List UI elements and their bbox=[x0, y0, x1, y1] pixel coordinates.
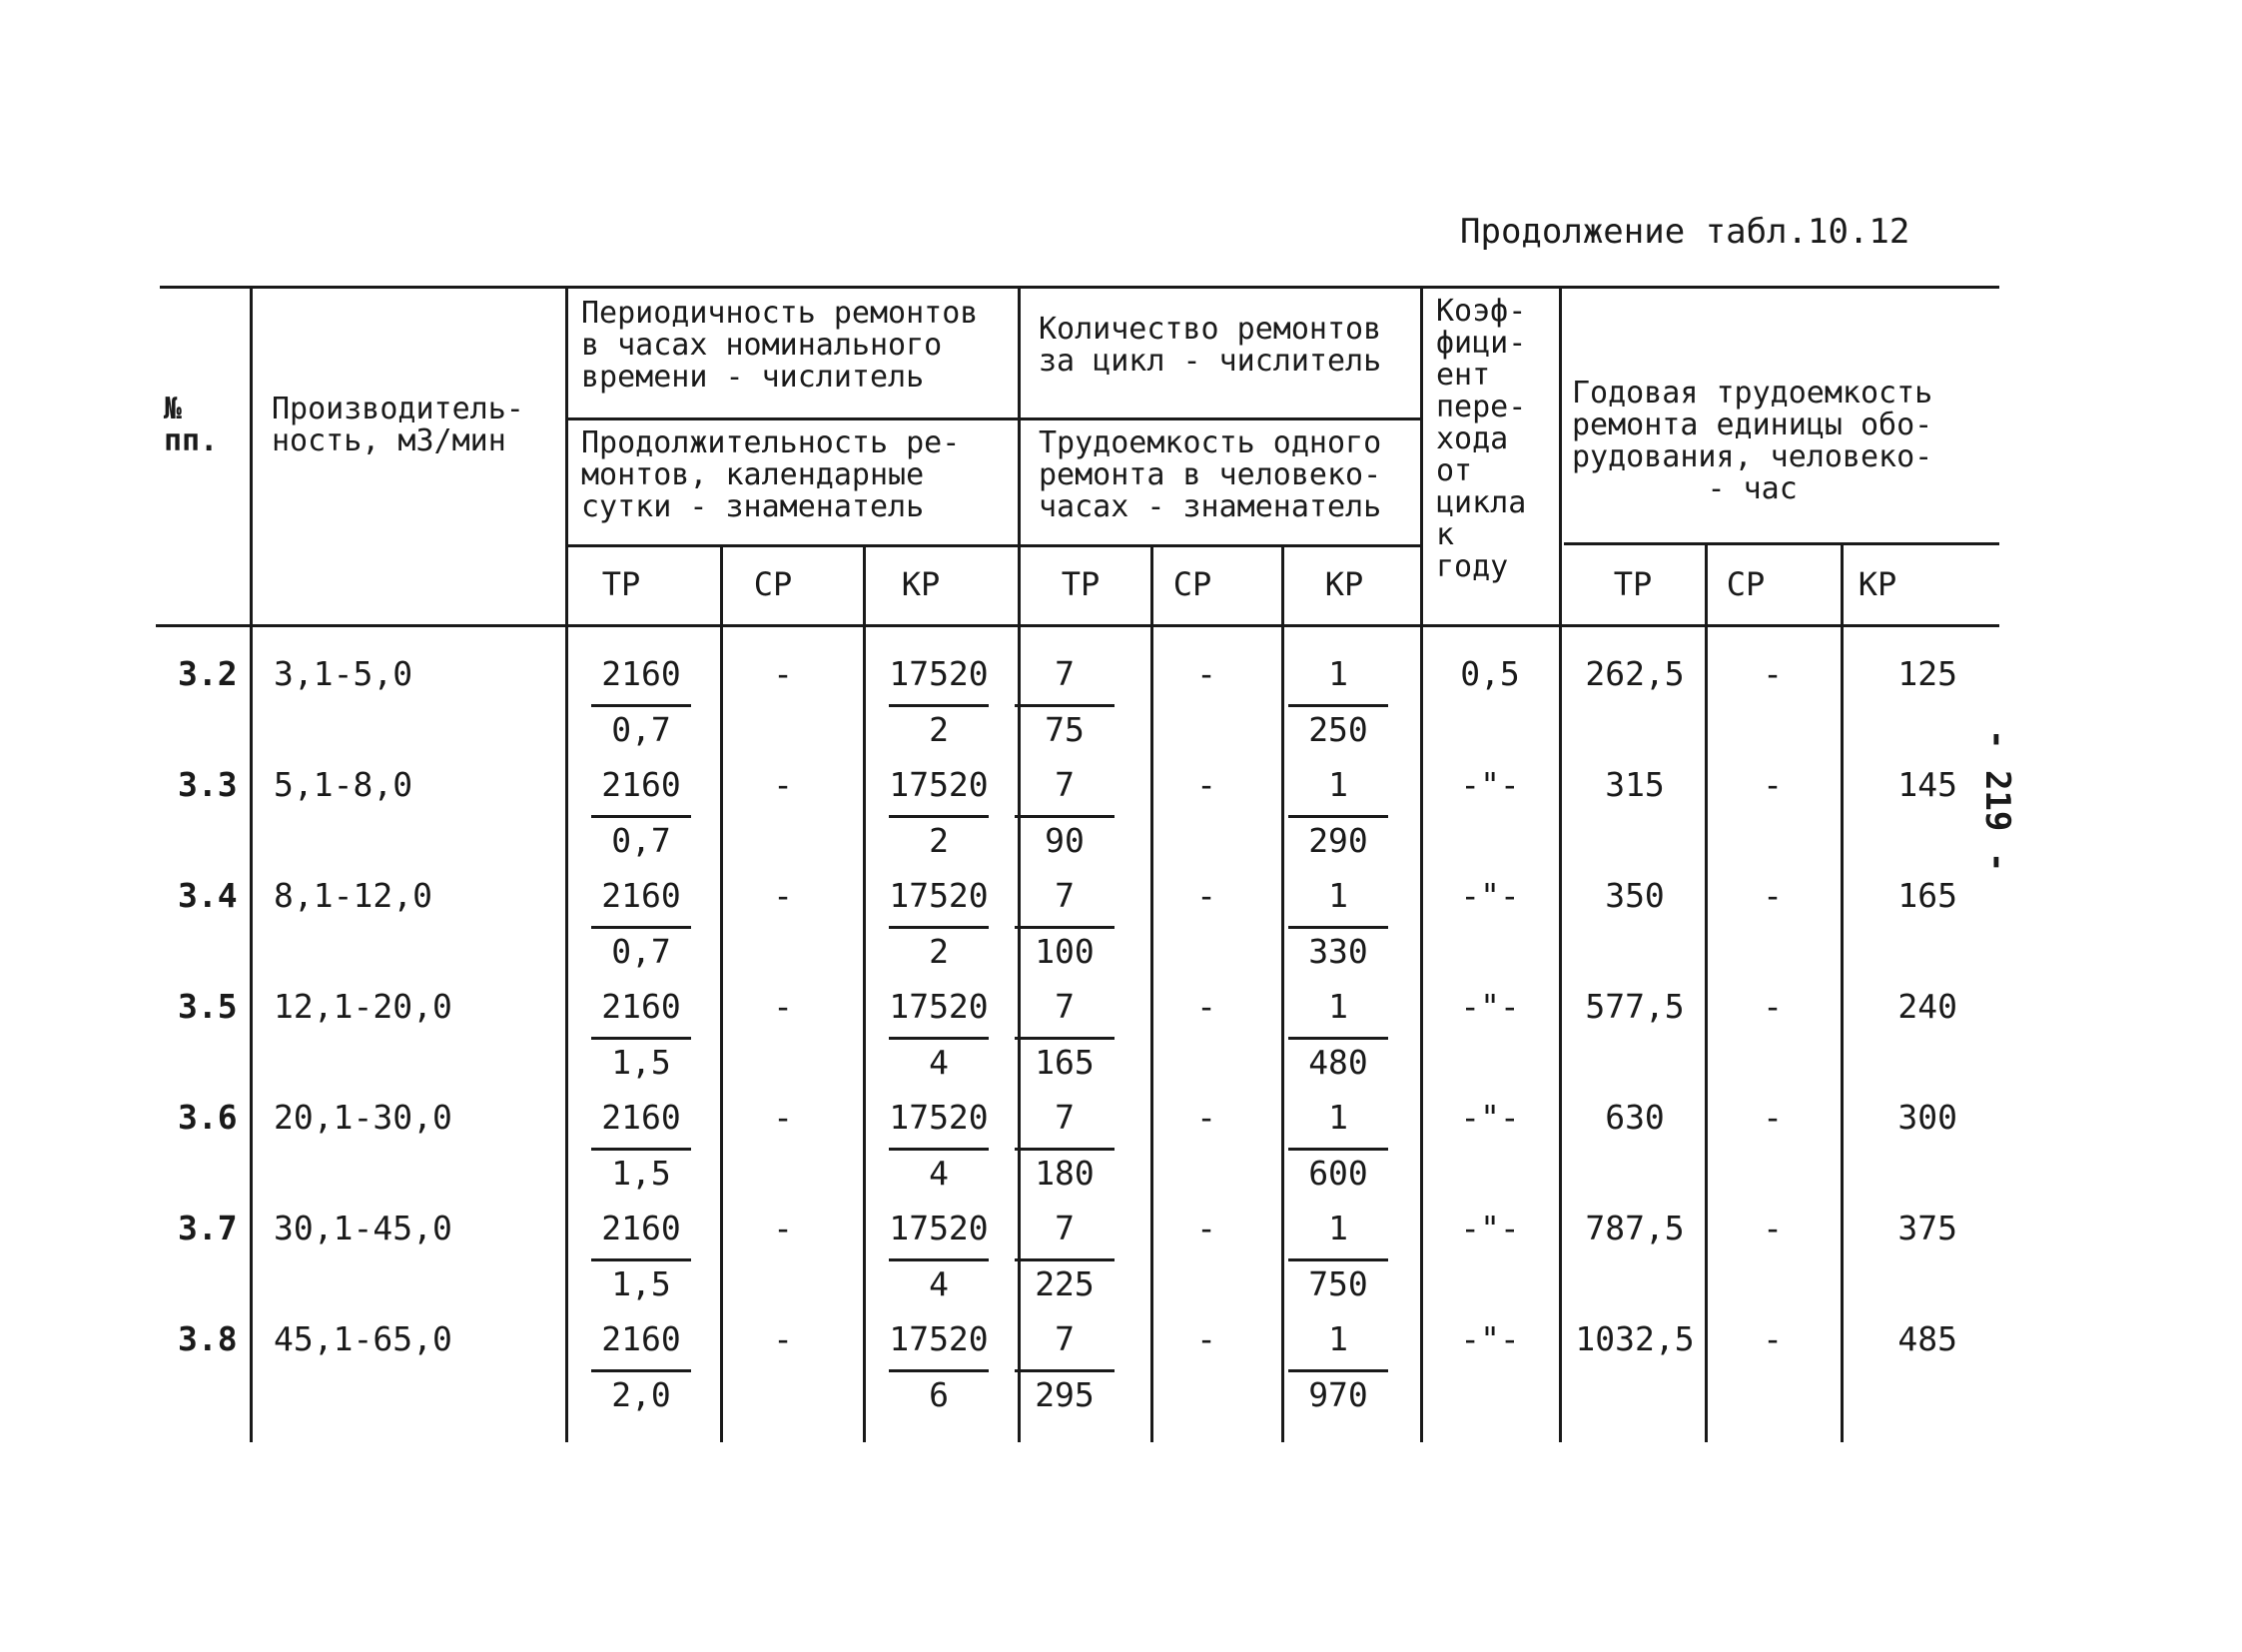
periodicity-kr-bar bbox=[889, 926, 989, 929]
periodicity-tr bbox=[585, 1211, 697, 1324]
periodicity-tr-bar bbox=[591, 704, 691, 707]
row-number: 3.6 bbox=[178, 1098, 238, 1137]
count-kr-bar bbox=[1288, 1037, 1388, 1040]
count-tr bbox=[1009, 1211, 1121, 1324]
rule-group-mid bbox=[565, 417, 1420, 420]
annual-kr: 300 bbox=[1897, 1098, 1957, 1137]
count-tr-bar bbox=[1015, 1037, 1115, 1040]
rule-v6 bbox=[1150, 544, 1153, 1442]
count-tr-numerator: 7 bbox=[1055, 1319, 1075, 1358]
rule-v9 bbox=[1559, 286, 1562, 1442]
count-tr-numerator: 7 bbox=[1055, 987, 1075, 1026]
count-tr-denominator: 295 bbox=[1035, 1375, 1095, 1414]
coefficient: -"- bbox=[1460, 876, 1520, 915]
count-kr-denominator: 330 bbox=[1308, 932, 1368, 971]
annual-tr: 1032,5 bbox=[1575, 1319, 1695, 1358]
page-number: - 219 - bbox=[1977, 729, 2017, 873]
count-sr: - bbox=[1196, 654, 1216, 693]
header-labor-per-repair: Трудоемкость одного ремонта в человеко- часах - знаменатель bbox=[1039, 425, 1382, 524]
count-kr-numerator: 1 bbox=[1328, 1209, 1348, 1247]
count-kr-denominator: 970 bbox=[1308, 1375, 1368, 1414]
count-tr bbox=[1009, 1321, 1121, 1435]
rule-v4 bbox=[863, 544, 866, 1442]
count-kr-numerator: 1 bbox=[1328, 987, 1348, 1026]
periodicity-kr-bar bbox=[889, 1148, 989, 1151]
annual-kr: 240 bbox=[1897, 987, 1957, 1026]
annual-sr: - bbox=[1763, 1098, 1783, 1137]
periodicity-kr-denominator: 2 bbox=[929, 821, 949, 860]
count-kr-bar bbox=[1288, 926, 1388, 929]
row-capacity: 5,1-8,0 bbox=[274, 765, 413, 804]
periodicity-tr-bar bbox=[591, 926, 691, 929]
periodicity-kr-bar bbox=[889, 704, 989, 707]
count-tr-numerator: 7 bbox=[1055, 1098, 1075, 1137]
row-capacity: 12,1-20,0 bbox=[274, 987, 452, 1026]
count-tr-denominator: 225 bbox=[1035, 1264, 1095, 1303]
annual-kr: 145 bbox=[1897, 765, 1957, 804]
periodicity-sr: - bbox=[773, 1209, 793, 1247]
periodicity-kr-numerator: 17520 bbox=[889, 987, 989, 1026]
count-kr-bar bbox=[1288, 704, 1388, 707]
periodicity-kr-denominator: 4 bbox=[929, 1043, 949, 1082]
rule-v2 bbox=[565, 286, 568, 1442]
periodicity-kr-denominator: 4 bbox=[929, 1264, 949, 1303]
periodicity-tr bbox=[585, 989, 697, 1103]
annual-kr: 165 bbox=[1897, 876, 1957, 915]
periodicity-sr: - bbox=[773, 1319, 793, 1358]
periodicity-tr bbox=[585, 1100, 697, 1214]
periodicity-kr-denominator: 2 bbox=[929, 710, 949, 749]
periodicity-tr-bar bbox=[591, 1148, 691, 1151]
rule-v3 bbox=[720, 544, 723, 1442]
count-tr-denominator: 165 bbox=[1035, 1043, 1095, 1082]
count-sr: - bbox=[1196, 765, 1216, 804]
periodicity-sr: - bbox=[773, 654, 793, 693]
periodicity-kr bbox=[883, 656, 995, 770]
periodicity-tr-numerator: 2160 bbox=[601, 1209, 681, 1247]
count-tr-bar bbox=[1015, 815, 1115, 818]
periodicity-kr bbox=[883, 878, 995, 992]
count-kr-denominator: 290 bbox=[1308, 821, 1368, 860]
count-kr-numerator: 1 bbox=[1328, 765, 1348, 804]
subheader-period-sr: СР bbox=[753, 565, 793, 603]
count-kr-bar bbox=[1288, 1258, 1388, 1261]
annual-tr: 787,5 bbox=[1585, 1209, 1685, 1247]
count-kr-denominator: 250 bbox=[1308, 710, 1368, 749]
count-kr bbox=[1282, 767, 1394, 881]
annual-tr: 315 bbox=[1605, 765, 1665, 804]
header-duration: Продолжительность ре- монтов, календарные сутки - знаменатель bbox=[581, 425, 961, 524]
count-kr-denominator: 600 bbox=[1308, 1154, 1368, 1193]
count-tr bbox=[1009, 878, 1121, 992]
row-capacity: 3,1-5,0 bbox=[274, 654, 413, 693]
row-capacity: 8,1-12,0 bbox=[274, 876, 432, 915]
subheader-count-tr: ТР bbox=[1061, 565, 1101, 603]
subheader-count-kr: КР bbox=[1324, 565, 1364, 603]
coefficient: -"- bbox=[1460, 1319, 1520, 1358]
count-kr-numerator: 1 bbox=[1328, 1319, 1348, 1358]
row-capacity: 20,1-30,0 bbox=[274, 1098, 452, 1137]
periodicity-tr-denominator: 0,7 bbox=[611, 932, 671, 971]
periodicity-kr bbox=[883, 1321, 995, 1435]
count-tr-denominator: 90 bbox=[1045, 821, 1085, 860]
count-kr bbox=[1282, 656, 1394, 770]
count-kr bbox=[1282, 1100, 1394, 1214]
periodicity-tr-bar bbox=[591, 1258, 691, 1261]
count-sr: - bbox=[1196, 987, 1216, 1026]
periodicity-tr-numerator: 2160 bbox=[601, 987, 681, 1026]
periodicity-tr-numerator: 2160 bbox=[601, 654, 681, 693]
row-number: 3.7 bbox=[178, 1209, 238, 1247]
periodicity-sr: - bbox=[773, 987, 793, 1026]
rule-v11 bbox=[1841, 544, 1844, 1442]
count-tr-numerator: 7 bbox=[1055, 765, 1075, 804]
count-tr bbox=[1009, 989, 1121, 1103]
coefficient: -"- bbox=[1460, 1098, 1520, 1137]
periodicity-tr bbox=[585, 767, 697, 881]
periodicity-kr-numerator: 17520 bbox=[889, 765, 989, 804]
annual-tr: 577,5 bbox=[1585, 987, 1685, 1026]
periodicity-tr-denominator: 1,5 bbox=[611, 1264, 671, 1303]
row-number: 3.2 bbox=[178, 654, 238, 693]
count-kr bbox=[1282, 878, 1394, 992]
count-tr-bar bbox=[1015, 1148, 1115, 1151]
periodicity-tr-numerator: 2160 bbox=[601, 1098, 681, 1137]
periodicity-tr-denominator: 1,5 bbox=[611, 1154, 671, 1193]
periodicity-sr: - bbox=[773, 1098, 793, 1137]
periodicity-kr-denominator: 4 bbox=[929, 1154, 949, 1193]
count-kr bbox=[1282, 989, 1394, 1103]
periodicity-tr-numerator: 2160 bbox=[601, 1319, 681, 1358]
periodicity-kr-bar bbox=[889, 1037, 989, 1040]
annual-sr: - bbox=[1763, 1319, 1783, 1358]
periodicity-kr-bar bbox=[889, 815, 989, 818]
subheader-annual-tr: ТР bbox=[1613, 565, 1653, 603]
periodicity-tr bbox=[585, 656, 697, 770]
table-caption: Продолжение табл.10.12 bbox=[1460, 212, 1910, 252]
periodicity-kr-denominator: 2 bbox=[929, 932, 949, 971]
annual-sr: - bbox=[1763, 654, 1783, 693]
count-kr-denominator: 480 bbox=[1308, 1043, 1368, 1082]
annual-tr: 262,5 bbox=[1585, 654, 1685, 693]
annual-tr: 630 bbox=[1605, 1098, 1665, 1137]
periodicity-tr-bar bbox=[591, 1369, 691, 1372]
count-tr-denominator: 180 bbox=[1035, 1154, 1095, 1193]
periodicity-tr-bar bbox=[591, 815, 691, 818]
count-tr-denominator: 75 bbox=[1045, 710, 1085, 749]
row-number: 3.3 bbox=[178, 765, 238, 804]
coefficient: -"- bbox=[1460, 765, 1520, 804]
periodicity-tr-denominator: 2,0 bbox=[611, 1375, 671, 1414]
header-repair-count: Количество ремонтов за цикл - числитель bbox=[1039, 312, 1382, 379]
subheader-period-kr: КР bbox=[901, 565, 941, 603]
header-annual-labor: Годовая трудоемкость ремонта единицы обо- рудования, человеко- - час bbox=[1572, 376, 1933, 506]
count-tr-bar bbox=[1015, 1369, 1115, 1372]
annual-sr: - bbox=[1763, 987, 1783, 1026]
periodicity-tr-bar bbox=[591, 1037, 691, 1040]
periodicity-tr-denominator: 0,7 bbox=[611, 710, 671, 749]
subheader-annual-kr: КР bbox=[1858, 565, 1897, 603]
annual-kr: 485 bbox=[1897, 1319, 1957, 1358]
count-kr-bar bbox=[1288, 815, 1388, 818]
rule-v10 bbox=[1705, 544, 1708, 1442]
count-tr-numerator: 7 bbox=[1055, 876, 1075, 915]
coefficient: -"- bbox=[1460, 987, 1520, 1026]
rule-top bbox=[160, 286, 1999, 289]
row-capacity: 30,1-45,0 bbox=[274, 1209, 452, 1247]
count-kr-numerator: 1 bbox=[1328, 876, 1348, 915]
periodicity-tr-denominator: 1,5 bbox=[611, 1043, 671, 1082]
rule-sub-top bbox=[565, 544, 1420, 547]
count-tr-numerator: 7 bbox=[1055, 654, 1075, 693]
periodicity-kr bbox=[883, 1211, 995, 1324]
periodicity-kr-bar bbox=[889, 1258, 989, 1261]
periodicity-kr-numerator: 17520 bbox=[889, 1098, 989, 1137]
periodicity-kr bbox=[883, 989, 995, 1103]
count-sr: - bbox=[1196, 1319, 1216, 1358]
periodicity-tr bbox=[585, 1321, 697, 1435]
periodicity-kr-numerator: 17520 bbox=[889, 876, 989, 915]
header-number: № пп. bbox=[164, 392, 219, 458]
row-number: 3.5 bbox=[178, 987, 238, 1026]
annual-kr: 375 bbox=[1897, 1209, 1957, 1247]
count-tr-bar bbox=[1015, 1258, 1115, 1261]
count-kr bbox=[1282, 1321, 1394, 1435]
count-kr-bar bbox=[1288, 1148, 1388, 1151]
header-periodicity: Периодичность ремонтов в часах номинального времени - числитель bbox=[581, 296, 979, 395]
periodicity-kr-denominator: 6 bbox=[929, 1375, 949, 1414]
periodicity-tr bbox=[585, 878, 697, 992]
count-tr-bar bbox=[1015, 704, 1115, 707]
annual-sr: - bbox=[1763, 876, 1783, 915]
periodicity-tr-denominator: 0,7 bbox=[611, 821, 671, 860]
count-sr: - bbox=[1196, 1209, 1216, 1247]
periodicity-kr bbox=[883, 1100, 995, 1214]
count-kr-numerator: 1 bbox=[1328, 1098, 1348, 1137]
rule-annual-mid bbox=[1564, 542, 1999, 545]
periodicity-kr-numerator: 17520 bbox=[889, 1209, 989, 1247]
count-sr: - bbox=[1196, 1098, 1216, 1137]
count-kr-numerator: 1 bbox=[1328, 654, 1348, 693]
row-capacity: 45,1-65,0 bbox=[274, 1319, 452, 1358]
count-tr-numerator: 7 bbox=[1055, 1209, 1075, 1247]
count-tr bbox=[1009, 1100, 1121, 1214]
row-number: 3.4 bbox=[178, 876, 238, 915]
rule-v8 bbox=[1420, 286, 1423, 1442]
subheader-period-tr: ТР bbox=[601, 565, 641, 603]
annual-sr: - bbox=[1763, 1209, 1783, 1247]
count-kr bbox=[1282, 1211, 1394, 1324]
count-sr: - bbox=[1196, 876, 1216, 915]
periodicity-kr-numerator: 17520 bbox=[889, 654, 989, 693]
periodicity-kr bbox=[883, 767, 995, 881]
periodicity-sr: - bbox=[773, 876, 793, 915]
annual-tr: 350 bbox=[1605, 876, 1665, 915]
header-coefficient: Коэф- фици- ент пере- хода от цикла к году bbox=[1436, 294, 1527, 584]
count-tr-denominator: 100 bbox=[1035, 932, 1095, 971]
periodicity-kr-bar bbox=[889, 1369, 989, 1372]
count-tr-bar bbox=[1015, 926, 1115, 929]
annual-sr: - bbox=[1763, 765, 1783, 804]
rule-v1 bbox=[250, 286, 253, 1442]
count-kr-bar bbox=[1288, 1369, 1388, 1372]
row-number: 3.8 bbox=[178, 1319, 238, 1358]
periodicity-sr: - bbox=[773, 765, 793, 804]
coefficient: -"- bbox=[1460, 1209, 1520, 1247]
periodicity-kr-numerator: 17520 bbox=[889, 1319, 989, 1358]
count-kr-denominator: 750 bbox=[1308, 1264, 1368, 1303]
count-tr bbox=[1009, 656, 1121, 770]
periodicity-tr-numerator: 2160 bbox=[601, 765, 681, 804]
subheader-annual-sr: СР bbox=[1726, 565, 1766, 603]
subheader-count-sr: СР bbox=[1172, 565, 1212, 603]
header-capacity: Производитель- ность, м3/мин bbox=[272, 392, 524, 458]
coefficient: 0,5 bbox=[1460, 654, 1520, 693]
periodicity-tr-numerator: 2160 bbox=[601, 876, 681, 915]
annual-kr: 125 bbox=[1897, 654, 1957, 693]
rule-header-bottom bbox=[156, 624, 1999, 627]
count-tr bbox=[1009, 767, 1121, 881]
